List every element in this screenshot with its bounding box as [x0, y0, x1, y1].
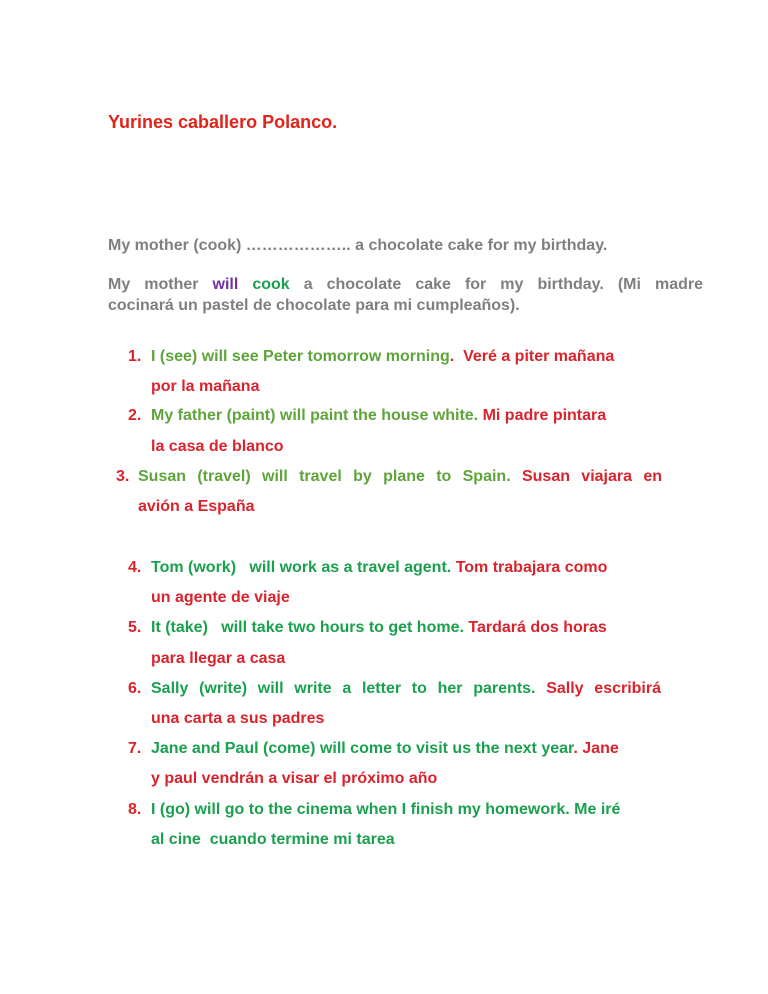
item-5-english: It (take) will take two hours to get home. — [151, 619, 464, 636]
item-4-line1 — [151, 558, 607, 578]
item-8-line1 — [151, 800, 620, 820]
item-8-line2: al cine cuando termine mi tarea — [151, 831, 395, 848]
example-prompt: My mother (cook) ……………….. a chocolate cake for my birthday. — [108, 237, 608, 254]
item-4-number: 4. — [128, 559, 142, 576]
item-2-line2: la casa de blanco — [151, 438, 284, 455]
item-3-english: Susan (travel) will travel by plane to Spain. — [138, 468, 511, 485]
item-4-english: Tom (work) will work as a travel agent. — [151, 559, 452, 576]
example-answer-line2: cocinará un pastel de chocolate para mi cumpleaños). — [108, 297, 520, 314]
item-6-number: 6. — [128, 680, 142, 697]
item-3-number: 3. — [116, 468, 130, 485]
example-answer-cook: cook — [252, 276, 290, 293]
item-1-number: 1. — [128, 348, 142, 365]
item-8-english: I (go) will go to the cinema when I finish my homework. — [151, 801, 570, 818]
item-2-spanish: Mi padre pintara — [482, 407, 607, 424]
item-7-punct: . — [573, 740, 578, 757]
item-6-english: Sally (write) will write a letter to her parents. — [151, 680, 536, 697]
item-7-number: 7. — [128, 740, 142, 757]
item-5-spanish: Tardará dos horas — [468, 619, 607, 636]
item-6-line1 — [151, 679, 661, 699]
item-5-line2: para llegar a casa — [151, 650, 286, 667]
item-2-number: 2. — [128, 407, 142, 424]
item-4-spanish: Tom trabajara como — [455, 559, 608, 576]
item-1-spanish: Veré a piter mañana — [463, 348, 615, 365]
item-3-line1 — [138, 467, 662, 487]
item-6-line2: una carta a sus padres — [151, 710, 325, 727]
item-4-line2: un agente de viaje — [151, 589, 290, 606]
example-answer-will: will — [212, 276, 239, 293]
item-2-line1 — [151, 406, 606, 426]
item-1-punct: . — [449, 348, 455, 365]
item-8-number: 8. — [128, 801, 142, 818]
item-1-line1 — [151, 347, 614, 367]
item-6-spanish: Sally escribirá — [546, 680, 662, 697]
item-1-line2: por la mañana — [151, 378, 260, 395]
example-answer-line1 — [108, 275, 703, 295]
item-7-line2: y paul vendrán a visar el próximo año — [151, 770, 438, 787]
item-5-line1 — [151, 618, 607, 638]
item-7-spanish: Jane — [582, 740, 619, 757]
item-7-english: Jane and Paul (come) will come to visit us the next year — [151, 740, 574, 757]
item-7-line1 — [151, 739, 619, 759]
item-8-spanish: Me iré — [574, 801, 621, 818]
item-5-number: 5. — [128, 619, 142, 636]
item-3-spanish: Susan viajara en — [521, 468, 663, 485]
author-name: Yurines caballero Polanco. — [108, 112, 338, 132]
item-2-english: My father (paint) will paint the house white. — [151, 407, 479, 424]
item-1-english: I (see) will see Peter tomorrow morning — [151, 348, 450, 365]
item-3-line2: avión a España — [138, 498, 255, 515]
example-answer-rest: a chocolate cake for my birthday. (Mi madre — [303, 276, 703, 293]
example-answer-start: My mother — [108, 276, 199, 293]
